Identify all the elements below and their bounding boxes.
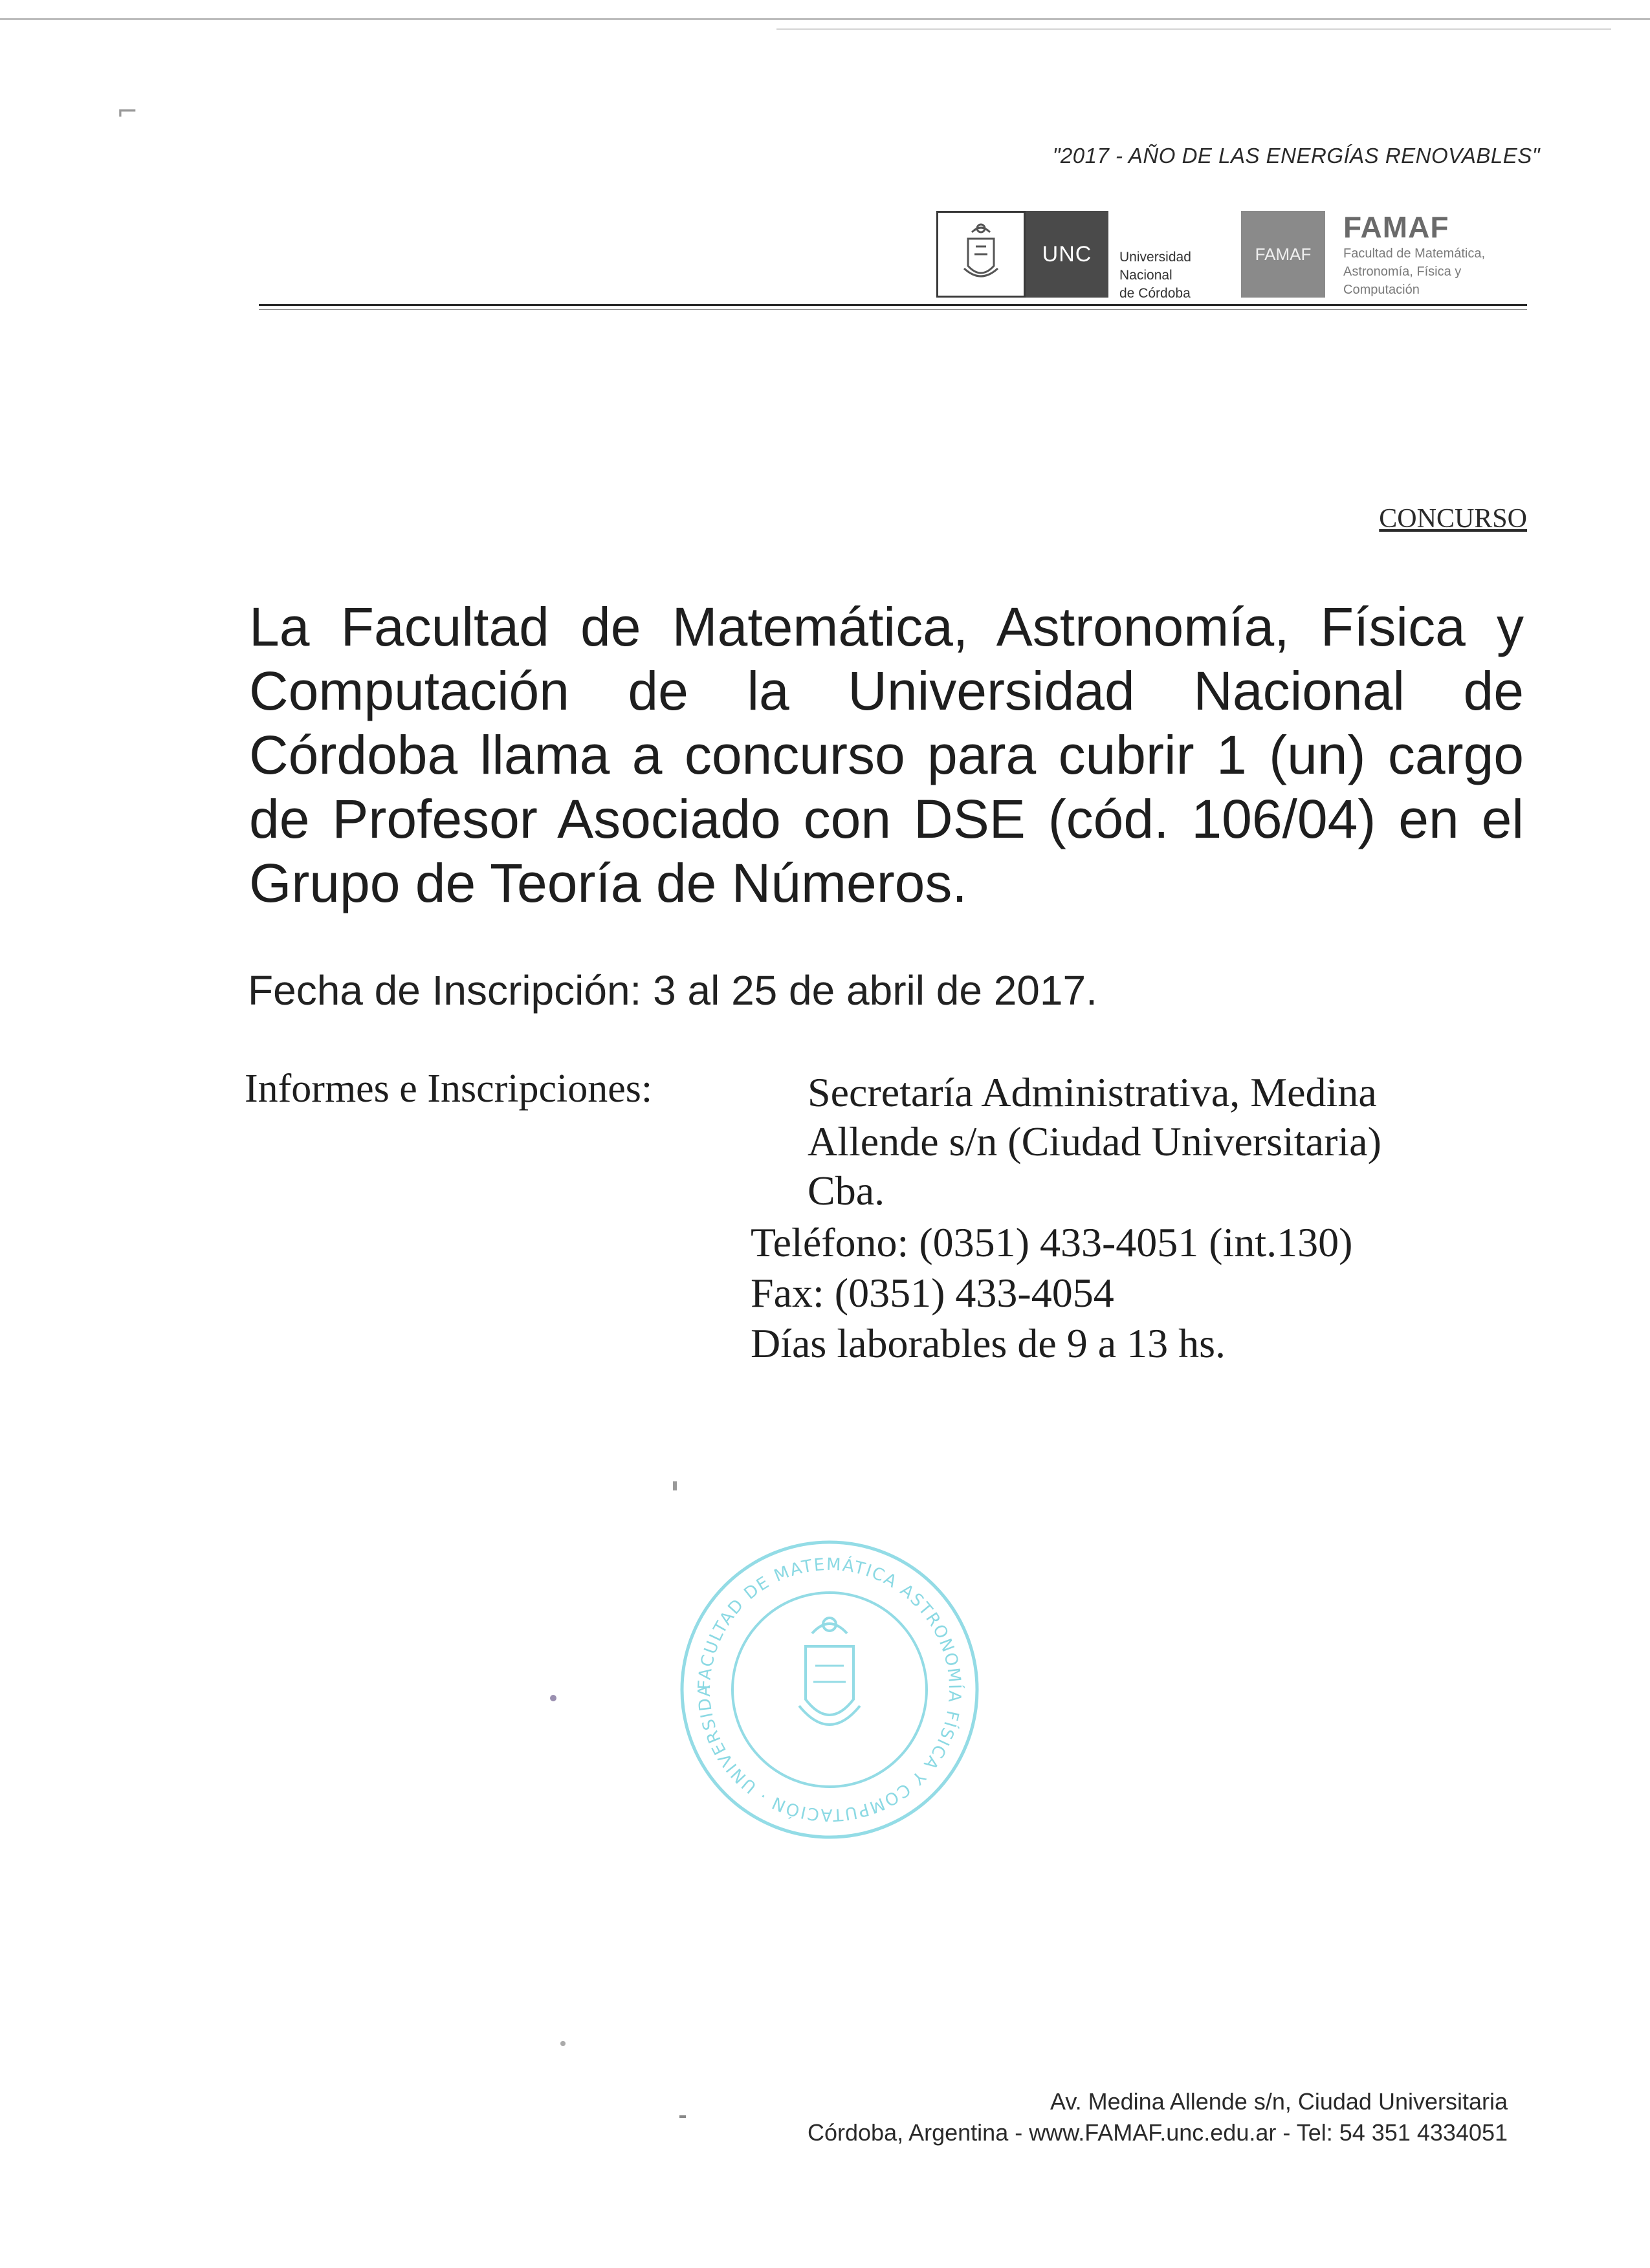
svg-text:FACULTAD DE MATEMÁTICA ASTRONO	[676, 1536, 965, 1824]
informes-line: Allende s/n (Ciudad Universitaria)	[808, 1118, 1381, 1164]
scan-speck	[673, 1481, 677, 1490]
scan-edge-line	[776, 28, 1611, 30]
scan-speck	[679, 2115, 686, 2118]
document-heading: CONCURSO	[1379, 504, 1527, 534]
year-motto: "2017 - AÑO DE LAS ENERGÍAS RENOVABLES"	[1052, 144, 1540, 168]
unc-name	[1119, 248, 1236, 303]
famaf-subtitle	[1343, 245, 1557, 299]
famaf-title: FAMAF	[1343, 210, 1449, 244]
announcement-body: La Facultad de Matemática, Astronomía, Física y Computación de la Universidad Nacional de Córdoba llama a concurso para cubrir 1 (un) cargo de Profesor Asociado con DSE (cód. 106/04) en el Grupo de Teoría de Números.	[249, 596, 1524, 913]
scan-mark: ⌐	[116, 97, 138, 127]
scan-edge-line	[0, 18, 1650, 20]
unc-name-line: Nacional	[1119, 268, 1172, 283]
famaf-logo-block: FAMAF	[1241, 211, 1325, 298]
phone-line: Teléfono: (0351) 433-4051 (int.130)	[751, 1219, 1353, 1265]
registration-date: Fecha de Inscripción: 3 al 25 de abril de 2017.	[248, 967, 1097, 1014]
unc-name-line: de Córdoba	[1119, 286, 1191, 301]
informes-line: Cba.	[808, 1168, 885, 1214]
scan-speck	[560, 2041, 566, 2046]
footer-contact: Córdoba, Argentina - www.FAMAF.unc.edu.ar - Tel: 54 351 4334051	[808, 2119, 1508, 2146]
fax-line: Fax: (0351) 433-4054	[751, 1270, 1114, 1316]
footer-address: Av. Medina Allende s/n, Ciudad Universitaria	[1050, 2088, 1508, 2115]
scan-speck	[550, 1695, 556, 1701]
unc-crest-logo	[936, 211, 1026, 298]
unc-logo-block: UNC	[1026, 211, 1108, 298]
header-divider	[259, 304, 1527, 306]
famaf-subtitle-line: Astronomía, Física y	[1343, 265, 1462, 279]
informes-label: Informes e Inscripciones:	[245, 1067, 653, 1111]
crest-icon	[938, 213, 1024, 296]
famaf-subtitle-line: Facultad de Matemática,	[1343, 246, 1485, 261]
famaf-subtitle-line: Computación	[1343, 283, 1420, 297]
hours-line: Días laborables de 9 a 13 hs.	[751, 1320, 1226, 1366]
header-divider	[259, 309, 1527, 310]
unc-name-line: Universidad	[1119, 250, 1191, 265]
faculty-seal-stamp	[676, 1536, 984, 1844]
seal-text: FACULTAD DE MATEMÁTICA ASTRONOMÍA FÍSICA Y COMPUTACIÓN · UNIVERSIDA	[694, 1554, 965, 1825]
informes-line: Secretaría Administrativa, Medina	[808, 1069, 1377, 1115]
